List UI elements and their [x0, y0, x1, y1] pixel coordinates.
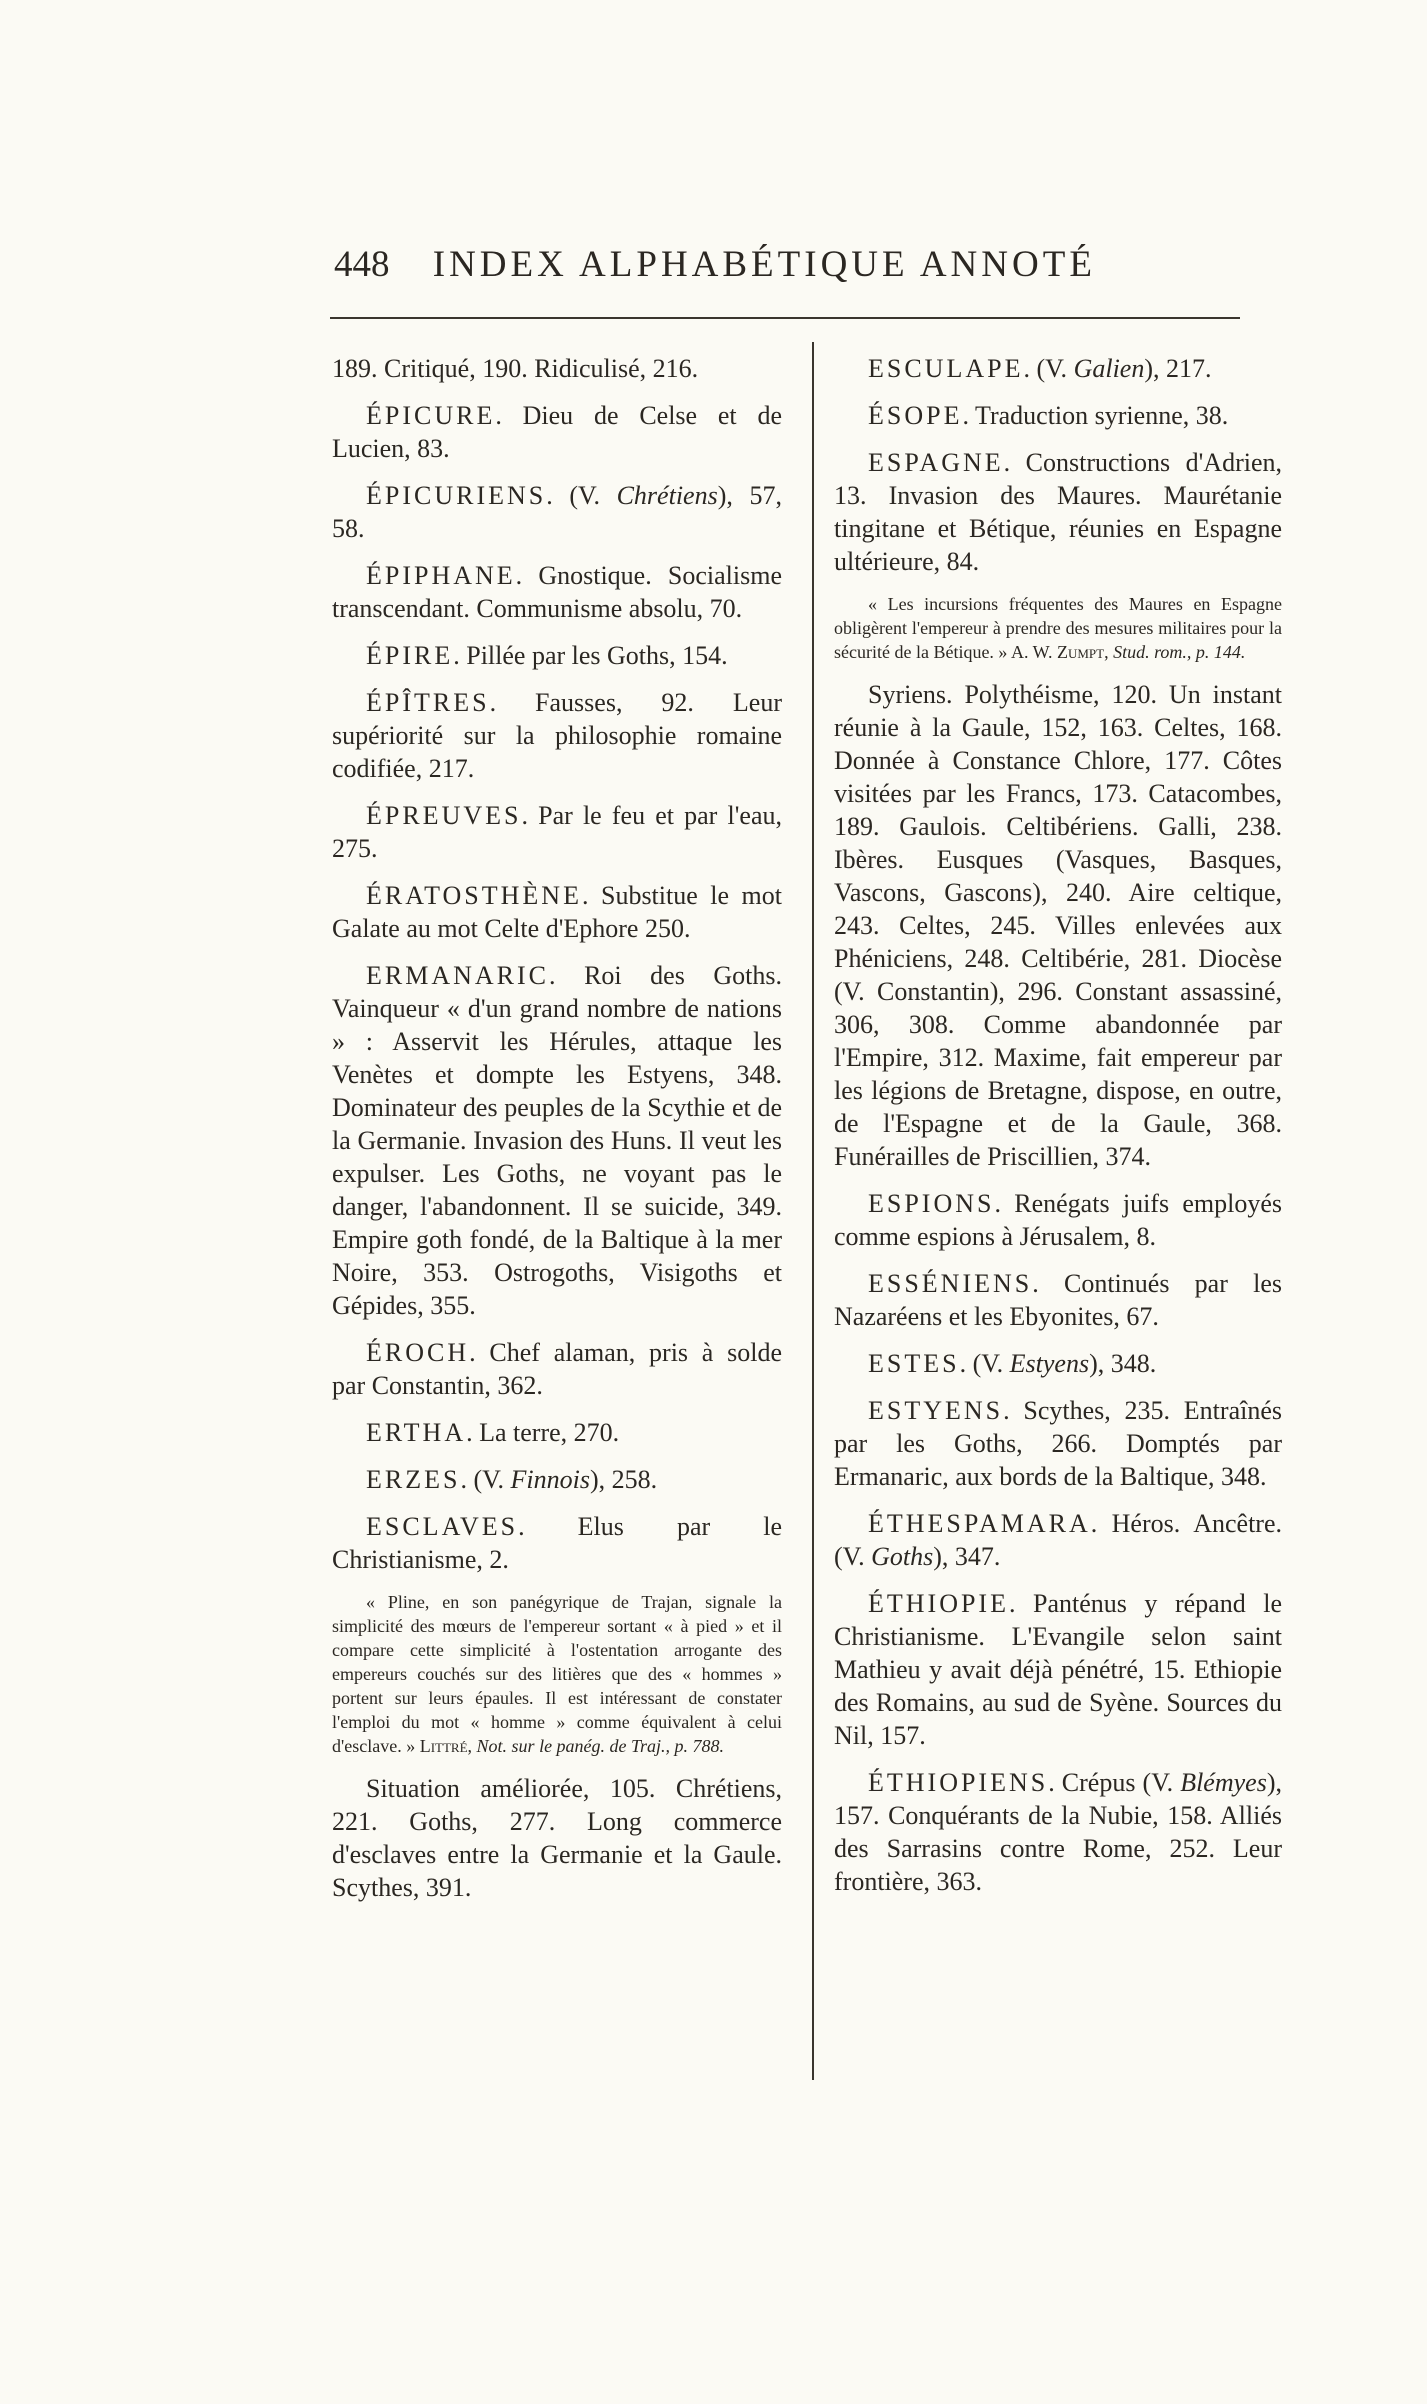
entry-headword: ERMANARIC: [366, 961, 550, 990]
quote-source: Not. sur le panég. de Traj., p. 788.: [476, 1736, 725, 1756]
index-entry-cont1: [332, 352, 782, 385]
entry-text: Syriens. Polythéisme, 120. Un instant réunie à la Gaule, 152, 163. Celtes, 168. Donnée à Constance Chlore, 177. Côtes visitées par les Francs, 173. Catacombes, 189. Gaulois. Celtibériens. Galli, 238. Ibères. Eusques (Vasques, Basques, Vascons, Gascons), 240. Aire celtique, 243. Celtes, 245. Villes enlevées aux Phéniciens, 248. Celtibérie, 281. Diocèse (V. Constantin), 296. Constant assassiné, 306, 308. Comme abandonnée par l'Empire, 312. Maxime, fait empereur par les légions de Bretagne, dispose, en outre, de l'Espagne et de la Gaule, 368. Funérailles de Priscillien, 374.: [834, 680, 1282, 1171]
index-entry-esope: [834, 399, 1282, 432]
quote-author: Littré: [419, 1736, 468, 1756]
left-column: [332, 352, 782, 1918]
running-header: [334, 243, 1234, 287]
entry-text: . Chef alaman, pris à solde par Constantin, 362.: [332, 1338, 782, 1400]
quote-text: « Les incursions fréquentes des Maures en Espagne obligèrent l'empereur à prendre des mesures militaires pour la sécurité de la Bétique. » A. W.: [834, 594, 1282, 662]
quote-text: « Pline, en son panégyrique de Trajan, signale la simplicité des mœurs de l'empereur sortant « à pied » et il compare cette simplicité à l'ostentation arrogante des empereurs couchés sur des litières que des « hommes » portent sur leurs épaules. Il est intéressant de constater l'emploi du mot « homme » comme équivalent à celui d'esclave. »: [332, 1592, 782, 1756]
entry-headword: ESPAGNE: [868, 448, 1004, 477]
entry-reference: Galien: [1073, 354, 1145, 383]
footnote-quote: « Pline, en son panégyrique de Trajan, signale la simplicité des mœurs de l'empereur sortant « à pied » et il compare cette simplicité à l'ostentation arrogante des empereurs couchés sur des litières que des « hommes » portent sur leurs épaules. Il est intéressant de constater l'emploi du mot « homme » comme équivalent à celui d'esclave. » Littré, Not. sur le panég. de Traj., p. 788.: [332, 1592, 782, 1756]
entry-reference: Blémyes: [1180, 1768, 1267, 1797]
entry-text: . Crépus (V.: [1048, 1768, 1181, 1797]
entry-headword: ERZES: [366, 1465, 461, 1494]
index-entry-espions: [834, 1187, 1282, 1253]
entry-headword: ÉSOPE: [868, 401, 963, 430]
entry-headword: ÉPIRE: [366, 641, 454, 670]
index-entry-epitres: [332, 686, 782, 785]
index-entry-ethiopiens: [834, 1766, 1282, 1898]
entry-text: . Gnostique. Socialisme transcendant. Communisme absolu, 70.: [332, 561, 782, 623]
index-entry-espagne2: [834, 678, 1282, 1173]
entry-headword: ÉTHIOPIENS: [868, 1768, 1049, 1797]
index-entry-espagne: [834, 446, 1282, 578]
index-entry-esculape: [834, 352, 1282, 385]
index-entry-esseniens: [834, 1267, 1282, 1333]
index-entry-estes: [834, 1347, 1282, 1380]
entry-headword: ESSÉNIENS: [868, 1269, 1033, 1298]
column-divider: [812, 342, 814, 2080]
entry-headword: ESCLAVES: [366, 1512, 519, 1541]
entry-text: . Continués par les Nazaréens et les Ebyonites, 67.: [834, 1269, 1282, 1331]
entry-text: ), 157. Conquérants de la Nubie, 158. Alliés des Sarrasins contre Rome, 252. Leur frontière, 363.: [834, 1768, 1282, 1896]
entry-headword: ESCULAPE: [868, 354, 1024, 383]
entry-text: 189. Critiqué, 190. Ridiculisé, 216.: [332, 354, 699, 383]
entry-reference: Finnois: [510, 1465, 590, 1494]
entry-text: Situation améliorée, 105. Chrétiens, 221. Goths, 277. Long commerce d'esclaves entre la Germanie et la Gaule. Scythes, 391.: [332, 1774, 782, 1902]
entry-text: . (V.: [1023, 354, 1074, 383]
index-entry-ethiopie: [834, 1587, 1282, 1752]
entry-text: . Scythes, 235. Entraînés par les Goths, 266. Domptés par Ermanaric, aux bords de la Baltique, 348.: [834, 1396, 1282, 1491]
entry-text: . Par le feu et par l'eau, 275.: [332, 801, 782, 863]
entry-text: . (V.: [460, 1465, 511, 1494]
index-entry-estyens: [834, 1394, 1282, 1493]
entry-text: . Panténus y répand le Christianisme. L'Evangile selon saint Mathieu y avait déjà pénétré, 15. Ethiopie des Romains, au sud de Syène. Sources du Nil, 157.: [834, 1589, 1282, 1750]
quote-source: Stud. rom., p. 144.: [1113, 642, 1246, 662]
entry-text: . Substitue le mot Galate au mot Celte d'Ephore 250.: [332, 881, 782, 943]
entry-headword: ÉPICURIENS: [366, 481, 547, 510]
index-entry-esclaves2: [332, 1772, 782, 1904]
entry-text: . Héros. Ancêtre. (V.: [834, 1509, 1282, 1571]
entry-text: . (V.: [959, 1349, 1010, 1378]
header-rule: [330, 317, 1240, 319]
entry-text: . Dieu de Celse et de Lucien, 83.: [332, 401, 782, 463]
entry-text: . Fausses, 92. Leur supériorité sur la philosophie romaine codifiée, 217.: [332, 688, 782, 783]
index-entry-epreuves: [332, 799, 782, 865]
index-entry-ethespamara: [834, 1507, 1282, 1573]
entry-headword: ÉPIPHANE: [366, 561, 516, 590]
running-title: INDEX ALPHABÉTIQUE ANNOTÉ: [432, 244, 1096, 285]
entry-text: ), 217.: [1144, 354, 1212, 383]
index-entry-ermanaric: [332, 959, 782, 1322]
quote-author: Zumpt: [1056, 642, 1105, 662]
index-entry-epicure: [332, 399, 782, 465]
entry-reference: Goths: [871, 1542, 934, 1571]
index-entry-epire: [332, 639, 782, 672]
entry-headword: ÉTHIOPIE: [868, 1589, 1009, 1618]
entry-headword: ESTYENS: [868, 1396, 1004, 1425]
index-entry-epiphane: [332, 559, 782, 625]
index-entry-epicuriens: [332, 479, 782, 545]
footnote-quote: « Les incursions fréquentes des Maures en Espagne obligèrent l'empereur à prendre des mesures militaires pour la sécurité de la Bétique. » A. W. Zumpt, Stud. rom., p. 144.: [834, 594, 1282, 662]
entry-headword: ÉTHESPAMARA: [868, 1509, 1091, 1538]
entry-headword: ÉPREUVES: [366, 801, 522, 830]
right-column: [834, 352, 1282, 1912]
index-entry-ertha: [332, 1416, 782, 1449]
entry-reference: Estyens: [1009, 1349, 1090, 1378]
entry-text: . Elus par le Christianisme, 2.: [332, 1512, 782, 1574]
entry-text: . La terre, 270.: [466, 1418, 620, 1447]
entry-headword: ERTHA: [366, 1418, 467, 1447]
entry-headword: ESPIONS: [868, 1189, 995, 1218]
entry-text: . Traduction syrienne, 38.: [962, 401, 1229, 430]
entry-text: . (V.: [546, 481, 617, 510]
entry-text: ), 258.: [590, 1465, 658, 1494]
entry-reference: Chrétiens: [616, 481, 718, 510]
entry-headword: ÉPÎTRES: [366, 688, 490, 717]
entry-text: . Roi des Goths. Vainqueur « d'un grand nombre de nations » : Asservit les Hérules, attaque les Venètes et dompte les Estyens, 348. Dominateur des peuples de la Scythie et de la Germanie. Invasion des Huns. Il veut les expulser. Les Goths, ne voyant pas le danger, l'abandonnent. Il se suicide, 349. Empire goth fondé, de la Baltique à la mer Noire, 353. Ostrogoths, Visigoths et Gépides, 355.: [332, 961, 782, 1320]
page-number: 448: [334, 244, 390, 285]
index-entry-esclaves: [332, 1510, 782, 1576]
entry-text: ), 57, 58.: [332, 481, 782, 543]
entry-text: . Pillée par les Goths, 154.: [453, 641, 728, 670]
index-entry-erzes: [332, 1463, 782, 1496]
index-entry-eroch: [332, 1336, 782, 1402]
entry-text: ), 347.: [933, 1542, 1001, 1571]
entry-headword: ÉRATOSTHÈNE: [366, 881, 582, 910]
entry-headword: ÉPICURE: [366, 401, 496, 430]
entry-text: . Constructions d'Adrien, 13. Invasion des Maures. Maurétanie tingitane et Bétique, réunies en Espagne ultérieure, 84.: [834, 448, 1282, 576]
entry-text: ), 348.: [1089, 1349, 1157, 1378]
index-entry-eratosthene: [332, 879, 782, 945]
entry-headword: ESTES: [868, 1349, 960, 1378]
entry-text: . Renégats juifs employés comme espions à Jérusalem, 8.: [834, 1189, 1282, 1251]
entry-headword: ÉROCH: [366, 1338, 470, 1367]
